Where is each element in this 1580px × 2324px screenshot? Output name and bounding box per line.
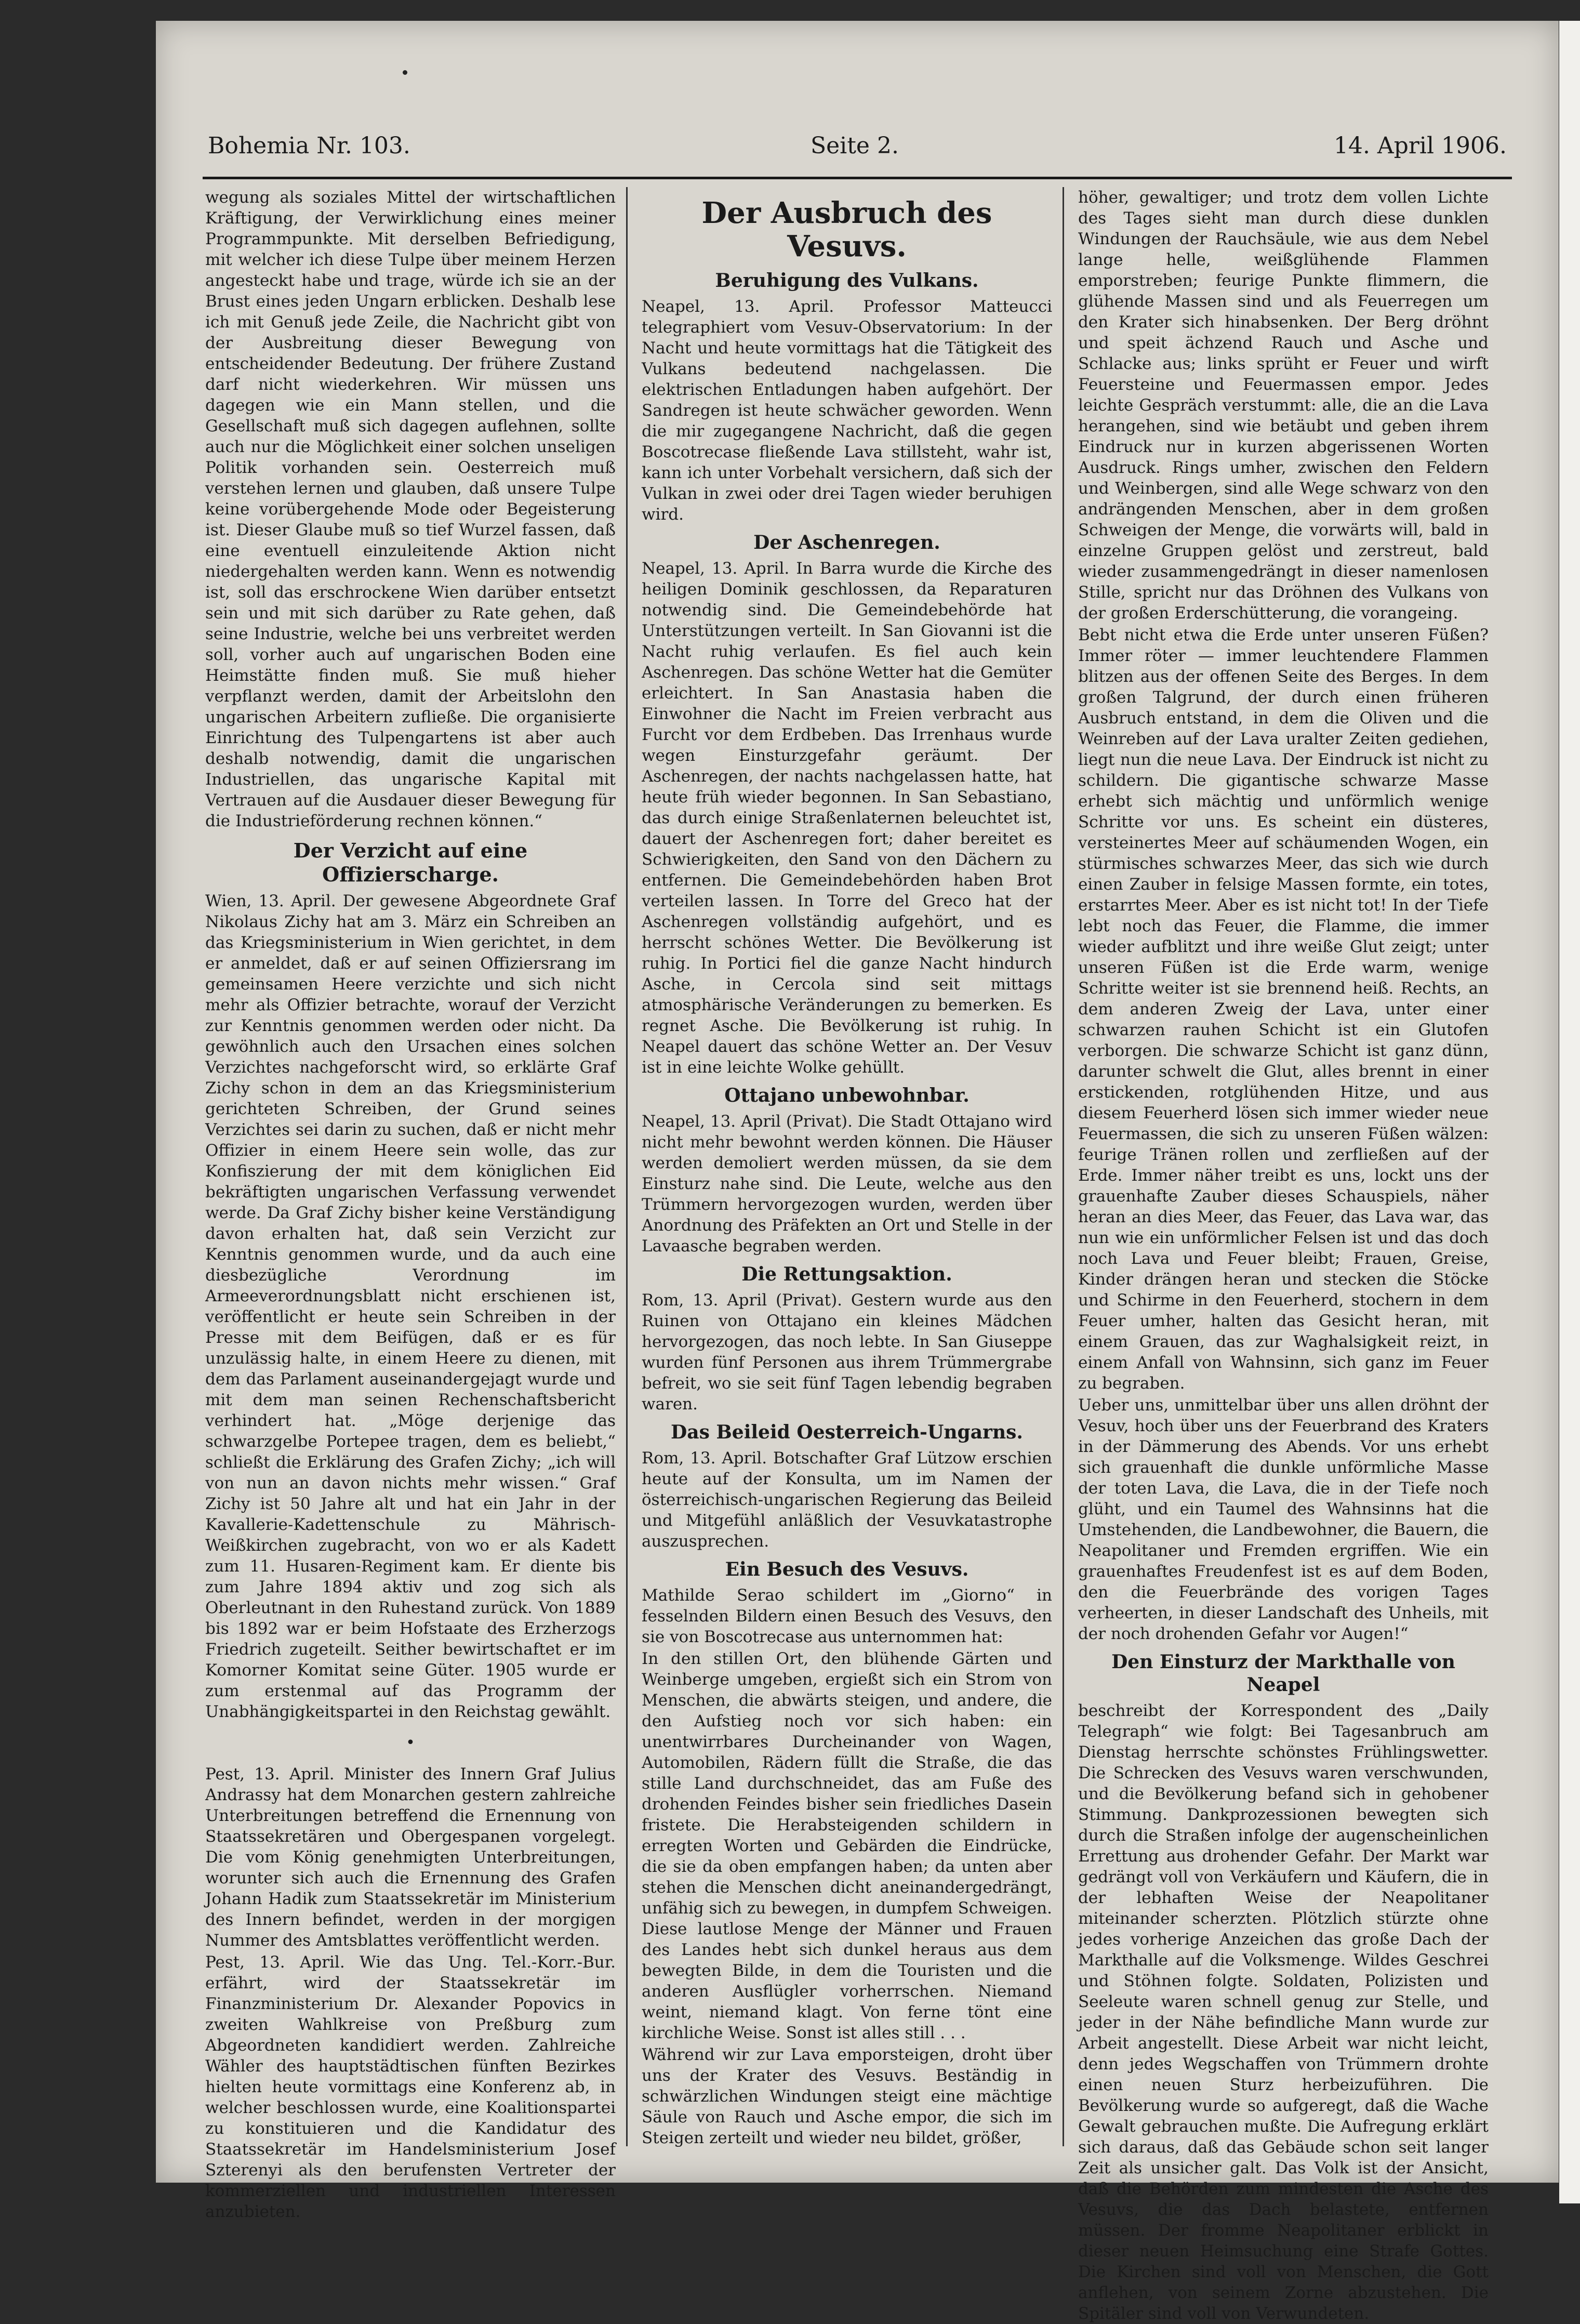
column-3 — [1078, 187, 1489, 2323]
article-aschenregen: Neapel, 13. April. In Barra wurde die Kirche des heiligen Dominik geschlossen, da Reparaturen notwendig sind. Die Gemeindebehörde hat Unterstützungen verteilt. In San Giovanni ist die Nacht ruhig verlaufen. Es fiel auch kein Aschenregen. Das schöne Wetter hat die Gemüter erleichtert. In San Anastasia haben die Einwohner die Nacht im Freien verbracht aus Furcht vor dem Erdbeben. Das Irrenhaus wurde wegen Einsturzgefahr geräumt. Der Aschenregen, der nachts nachgelassen hatte, hat heute früh wieder begonnen. In San Sebastiano, das durch einige Straßenlaternen beleuchtet ist, dauert der Aschenregen fort; daher bereitet es Schwierigkeiten, den Sand von den Dächern zu entfernen. Die Gemeindebehörden haben Brot verteilen lassen. In Torre del Greco hat der Aschenregen vollständig aufgehört, und es herrscht schönes Wetter. Die Bevölkerung ist ruhig. In Portici fiel die ganze Nacht hindurch Asche, in Cercola sind seit mittags atmosphärische Veränderungen zu bemerken. Es regnet Asche. Die Bevölkerung ist ruhig. In Neapel dauert das schöne Wetter an. Der Vesuv ist in eine leichte Wolke gehüllt. — [642, 559, 1052, 1077]
article-ottajano: Neapel, 13. April (Privat). Die Stadt Ottajano wird nicht mehr bewohnt werden können. Die Häuser werden demoliert werden müssen, da sie dem Einsturz nahe sind. Die Leute, welche aus den Trümmern hervorgezogen wurden, werden über Anordnung des Präfekten an Ort und Stelle in der Lavaasche begraben werden. — [642, 1112, 1052, 1256]
article-besuch-part3: höher, gewaltiger; und trotz dem vollen Lichte des Tages sieht man durch diese dunklen Windungen der Rauchsäule, wie aus dem Nebel lange helle, weißglühende Flammen emporstreben; feurige Punkte flimmern, die glühende Massen sind und als Feuerregen um den Krater sich hinabsenken. Der Berg dröhnt und speit ächzend Rauch und Asche und Schlacke aus; links sprüht er Feuer und wirft Feuersteine und Feuermassen empor. Jedes leichte Gespräch verstummt: alle, die an die Lava herangehen, sind wie betäubt und geben ihrem Eindruck nur in kurzen abgerissenen Worten Ausdruck. Rings umher, zwischen den Feldern und Weinbergen, sind alle Wege schwarz von den andrängenden Menschen, aber in dem großen Schweigen der Menge, die vorwärts will, bald in einzelne Gruppen gelöst und zerstreut, bald wieder zusammengedrängt in dieser namenlosen Stille, spricht nur das Dröhnen des Vulkans von der großen Erderschütterung, die vorangeing. — [1078, 188, 1489, 623]
article-zichy: Wien, 13. April. Der gewesene Abgeordnete Graf Nikolaus Zichy hat am 3. März ein Schreiben an das Kriegsministerium in Wien gerichtet, in dem er anmeldet, daß er auf seinen Offiziersrang im gemeinsamen Heere verzichte und sich nicht mehr als Offizier betrachte, worauf der Verzicht zur Kenntnis genommen werden oder nicht. Da gewöhnlich auch den Ursachen eines solchen Verzichtes nachgeforscht wird, so erklärte Graf Zichy schon in dem an das Kriegsministerium gerichteten Schreiben, der Grund seines Verzichtes sei darin zu suchen, daß er nicht mehr Offizier in einem Heere sein wolle, das zur Konfiszierung der mit dem königlichen Eid bekräftigten ungarischen Verfassung verwendet werde. Da Graf Zichy bisher keine Verständigung davon erhalten hat, daß sein Verzicht zur Kenntnis genommen wurde, und da auch eine diesbezügliche Verordnung im Armeeverordnungsblatt nicht erschienen ist, veröffentlicht er heute sein Schreiben in der Presse mit dem Beifügen, daß er es für unzulässig halte, in einem Heere zu dienen, mit dem das Parlament auseinandergejagt wurde und mit dem man seinen Rechenschaftsbericht verhindert hat. „Möge derjenige das schwarzgelbe Portepee tragen, dem es beliebt,“ schließt die Erklärung des Grafen Zichy; „ich will von nun an davon nichts mehr wissen.“ Graf Zichy ist 50 Jahre alt und hat ein Jahr in der Kavallerie-Kadettenschule zu Mährisch-Weißkirchen zugebracht, von wo er als Kadett zum 11. Husaren-Regiment kam. Er diente bis zum Jahre 1894 aktiv und zog sich als Oberleutnant in den Ruhestand zurück. Von 1889 bis 1892 war er beim Hofstaate des Erzherzogs Friedrich zugeteilt. Seither bewirtschaftet er im Komorner Komitat seine Güter. 1905 wurde er zum erstenmal auf das Programm der Unabhängigkeitspartei in den Reichstag gewählt. — [205, 892, 616, 1721]
header-date: 14. April 1906. — [1333, 133, 1507, 159]
article-besuch-intro: Mathilde Serao schildert im „Giorno“ in fesselnden Bildern einen Besuch des Vesuvs, den sie von Boscotrecase aus unternommen hat: — [642, 1586, 1052, 1646]
article-rettungsaktion: Rom, 13. April (Privat). Gestern wurde aus den Ruinen von Ottajano ein kleines Mädchen hervorgezogen, das noch lebte. In San Giuseppe wurden fünf Personen aus ihrem Trümmergrabe befreit, wo sie seit fünf Tagen lebendig begraben waren. — [642, 1291, 1052, 1414]
header-rule — [203, 177, 1512, 179]
subhead-rettungsaktion: Die Rettungsaktion. — [741, 1263, 952, 1285]
headline-vesuv-ausbruch: Der Ausbruch des Vesuvs. — [701, 196, 992, 263]
header-newspaper-number: Bohemia Nr. 103. — [208, 133, 410, 159]
headline-markthalle: Den Einsturz der Markthalle von Neapel — [1111, 1651, 1455, 1696]
article-besuch-part5: Ueber uns, unmittelbar über uns allen dröhnt der Vesuv, hoch über uns der Feuerbrand des Kraters in der Dämmerung des Abends. Vor uns erhebt sich grauenhaft die dunkle unförmliche Masse der toten Lava, die Lava, die in der Tiefe noch glüht, und ein Taumel des Wahnsinns hat die Umstehenden, die Landbewohner, die Bauern, die Neapolitaner und Fremden ergriffen. Wie ein grauenhaftes Freudenfest ist es auf dem Boden, den die Feuerbrände des vorigen Tages verheerten, in dieser Landschaft des Unheils, mit der noch drohenden Gefahr vor Augen!“ — [1078, 1396, 1489, 1643]
article-beileid: Rom, 13. April. Botschafter Graf Lützow erschien heute auf der Konsulta, um im Namen der österreichisch-ungarischen Regierung das Beileid und Mitgefühl anläßlich der Vesuvkatastrophe auszusprechen. — [642, 1449, 1052, 1551]
article-markthalle: beschreibt der Korrespondent des „Daily Telegraph“ wie folgt: Bei Tagesanbruch am Dienstag herrschte schönstes Frühlingswetter. Die Schrecken des Vesuvs waren verschwunden, und die Bevölkerung befand sich in gehobener Stimmung. Dankprozessionen bewegten sich durch die Straßen infolge der augenscheinlichen Errettung aus drohender Gefahr. Der Markt war gedrängt voll von Verkäufern und Käufern, die in der lebhaften Weise der Neapolitaner miteinander scherzten. Plötzlich stürzte ohne jedes vorherige Anzeichen das große Dach der Markthalle auf die Volksmenge. Wildes Geschrei und Stöhnen folgte. Soldaten, Polizisten und Seeleute waren schnell genug zur Stelle, und jeder in der Nähe befindliche Mann wurde zur Arbeit angestellt. Diese Arbeit war nicht leicht, denn jedes Wegschaffen von Trümmern drohte einen neuen Sturz herbeizuführen. Die Bevölkerung wurde so aufgeregt, daß die Wache Gewalt gebrauchen mußte. Die Aufregung erklärt sich daraus, daß das Gebäude schon seit langer Zeit als unsicher galt. Das Volk ist der Ansicht, daß die Behörden zum mindesten die Asche des Vesuvs, die das Dach belastete, entfernen müssen. Der fromme Neapolitaner erblickt in dieser neuen Heimsuchung eine Strafe Gottes. Die Kirchen sind voll von Menschen, die Gott anflehen, von seinem Zorne abzustehen. Die Spitäler sind voll von Verwundeten. — [1078, 1701, 1489, 2323]
article-besuch-part1: In den stillen Ort, den blühende Gärten und Weinberge umgeben, ergießt sich ein Strom von Menschen, die abwärts steigen, und andere, die den Aufstieg noch vor sich haben: ein unentwirrbares Durcheinander von Wagen, Automobilen, Rädern füllt die Straße, die das stille Land durchschneidet, das am Fuße des drohenden Feindes bisher sein friedliches Dasein fristete. Die Herabsteigenden schildern in erregten Worten und Gebärden die Eindrücke, die sie da oben empfangen haben; da unten aber stehen die Menschen dicht aneinandergedrängt, unfähig sich zu bewegen, in dumpfem Schweigen. Diese lautlose Menge der Männer und Frauen des Landes hebt sich dunkel heraus aus dem bewegten Bilde, in dem die Touristen und die anderen Ausflügler vorherrschen. Niemand weint, niemand klagt. Von ferne tönt eine kirchliche Weise. Sonst ist alles still . . . — [642, 1649, 1052, 2042]
article-popovics: Pest, 13. April. Wie das Ung. Tel.-Korr.-Bur. erfährt, wird der Staatssekretär im Finanzministerium Dr. Alexander Popovics in zweiten Wahlkreise von Preßburg zum Abgeordneten kandidiert werden. Zahlreiche Wähler des hauptstädtischen fünften Bezirkes hielten heute vormittags eine Konferenz ab, in welcher beschlossen wurde, eine Koalitionspartei zu konstituieren und die Kandidatur des Staatssekretär im Handelsministerium Josef Szterenyi als den berufensten Vertreter der kommerziellen und industriellen Interessen anzubieten. — [205, 1953, 616, 2221]
column-2 — [642, 187, 1052, 2146]
article-tulpe-continuation: wegung als soziales Mittel der wirtschaftlichen Kräftigung, der Verwirklichung eines meiner Programmpunkte. Mit derselben Befriedigung, mit welcher ich diese Tulpe über meinem Herzen angesteckt habe und trage, würde ich sie an der Brust eines jeden Ungarn erblicken. Deshalb lese ich mit Genuß jede Zeile, die Nachricht gibt von der Ausbreitung dieser Bewegung von entscheidender Bedeutung. Der frühere Zustand darf nicht wiederkehren. Wir müssen uns dagegen wie ein Mann stellen, und die Gesellschaft muß sich dagegen auflehnen, sollte auch nur die Möglichkeit einer solchen unseligen Politik vorhanden sein. Oesterreich muß verstehen lernen und glauben, daß unsere Tulpe keine vorübergehende Mode oder Begeisterung ist. Dieser Glaube muß so tief Wurzel fassen, daß eine eventuell einzuleitende Aktion nicht niedergehalten werden kann. Wenn es notwendig ist, soll das erschrockene Wien darüber entsetzt sein und mit sich darüber zu Rate gehen, daß seine Industrie, welche bei uns verbreitet werden soll, vorher auch auf ungarischen Boden eine Heimstätte finden muß. Sie muß hieher verpflanzt werden, damit der Arbeitslohn den ungarischen Arbeitern zufließe. Die organisierte Einrichtung des Tulpengartens ist aber auch deshalb notwendig, damit die ungarischen Industriellen, das ungarische Kapital mit Vertrauen auf die Ausdauer dieser Bewegung für die Industrieförderung rechnen können.“ — [205, 188, 616, 830]
page-header — [208, 133, 1507, 169]
subhead-beruhigung: Beruhigung des Vulkans. — [715, 270, 979, 292]
newspaper-page — [156, 21, 1559, 2323]
article-besuch-part2: Während wir zur Lava emporsteigen, droht über uns der Krater des Vesuvs. Beständig in schwärzlichen Windungen steigt eine mächtige Säule von Rauch und Asche empor, die sich im Steigen zerteilt und wieder neu bildet, größer, — [642, 2045, 1052, 2147]
article-andrassy: Pest, 13. April. Minister des Innern Graf Julius Andrassy hat dem Monarchen gestern zahlreiche Unterbreitungen betreffend die Ernennung von Staatssekretären und Obergespanen vorgelegt. Die vom König genehmigten Unterbreitungen, worunter sich auch die Ernennung des Grafen Johann Hadik zum Staatssekretär im Ministerium des Innern befindet, werden in der morgigen Nummer des Amtsblattes veröffentlicht werden. — [205, 1765, 616, 1950]
subhead-beileid: Das Beileid Oesterreich-Ungarns. — [671, 1421, 1023, 1443]
column-rule-2 — [1063, 187, 1064, 2146]
section-separator: • — [406, 1734, 415, 1752]
headline-offizierscharge: Der Verzicht auf eine Offizierscharge. — [293, 839, 528, 886]
page-edge — [1559, 21, 1580, 2203]
article-besuch-part4: Bebt nicht etwa die Erde unter unseren Füßen? Immer röter — immer leuchtendere Flammen blitzen aus der offenen Seite des Berges. In dem großen Talgrund, der durch einen früheren Ausbruch entstand, in dem die Oliven und die Weinreben auf der Lava uralter Zeiten gediehen, liegt nun die neue Lava. Der Eindruck ist nicht zu schildern. Die gigantische schwarze Masse erhebt sich mächtig und unförmlich wenige Schritte vor uns. Es scheint ein düsteres, versteinertes Meer auf schäumenden Wogen, ein stürmisches schwarzes Meer, das sich wie durch einen Zauber in felsige Massen formte, ein totes, erstarrtes Meer. Aber es ist nicht tot! In der Tiefe lebt noch das Feuer, die Flamme, die immer wieder aufblitzt und ihre weiße Glut zeigt; unter unseren Füßen ist die Erde warm, wenige Schritte weiter ist sie brennend heiß. Rechts, an dem anderen Zweig der Lava, unter einer schwarzen rauhen Schicht ist ein Glutofen verborgen. Die schwarze Schicht ist ganz dünn, darunter schwelt die Glut, alles brennt in einer erstickenden, rotglühenden Hitze, und aus diesem Feuerherd lösen sich immer wieder neue Feuermassen, die sich zu unseren Füßen wälzen: feurige Tränen rollen und zerfließen auf der Erde. Immer näher treibt es uns, lockt uns der grauenhafte Zauber dieses Schauspiels, näher heran an dies Meer, das Feuer, das Lava war, das nun wie ein unförmlicher Felsen ist und das doch noch Lava und Feuer bleibt; Frauen, Greise, Kinder drängen heran und stecken die Stöcke und Schirme in den Feuerherd, stochern in dem Feuer umher, halten das Gesicht heran, mit einem Grauen, das zur Waghalsigkeit reizt, in einem Anfall von Wahnsinn, sich ganz im Feuer zu begraben. — [1078, 626, 1489, 1393]
header-page-number: Seite 2. — [811, 133, 899, 159]
subhead-aschenregen: Der Aschenregen. — [753, 532, 940, 553]
column-1 — [205, 187, 616, 2221]
column-rule-1 — [626, 187, 628, 2146]
subhead-besuch: Ein Besuch des Vesuvs. — [725, 1559, 969, 1580]
subhead-ottajano: Ottajano unbewohnbar. — [724, 1085, 970, 1106]
ink-dot — [403, 70, 407, 75]
article-beruhigung: Neapel, 13. April. Professor Matteucci telegraphiert vom Vesuv-Observatorium: In der Nacht und heute vormittags hat die Tätigkeit des Vulkans bedeutend nachgelassen. Die elektrischen Entladungen haben aufgehört. Der Sandregen ist heute schwächer geworden. Wenn die mir zugegangene Nachricht, daß die gegen Boscotrecase fließende Lava stillsteht, wahr ist, kann ich unter Vorbehalt versichern, daß sich der Vulkan in zwei oder drei Tagen wieder beruhigen wird. — [642, 297, 1052, 524]
